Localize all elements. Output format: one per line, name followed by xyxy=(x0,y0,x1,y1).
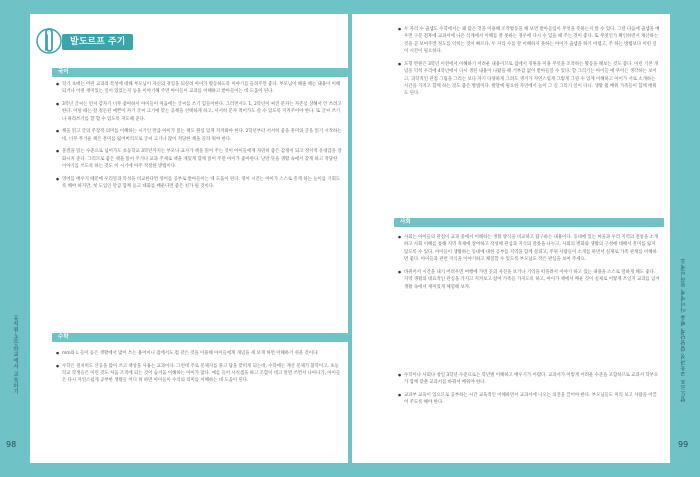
list-item: ● 3학년 글씨는 먼저 감자기 너무 좋아하서 아이들이 처음에는 글씨를 쓰기 힘들어한다. 그러면서도 1, 2학년이 써진 문자는 자존심 상해서 안 쓰려고 한다. 이럴 때는 잘 정돈된 예쁜이 자기 글씨 크기에 맞는 공책을 선택하게 하고, 서서히 문자 적어가도 쓸 수 있도록 지켜주어야 한다. 또 글씨 쓰기나 따라쓰기를 할 할 수 있도록 지도해 준다. xyxy=(56,101,342,123)
math-continued-bullet-list xyxy=(398,26,660,103)
page-number-left: 98 xyxy=(6,440,17,449)
list-item: ● 바뀌어서 시간을 내기 어려우면 여행에 가면 곳의 사진을 보거나 기억을 떠올려서 이야기 하고 있는 내용을 스스로 말하게 해도 좋다. 지역 생활의 대표적인 관심을 가지고 지켜보고 참여 가족들 가지도록 하고, 아이가 책에서 배운 것이 실제로 어떻게 쓰일지 교과를 넘어 생활 속에서 재미있게 체험해 보자. xyxy=(398,269,660,291)
korean-bullet-list xyxy=(56,81,342,196)
paperclip-icon xyxy=(36,24,62,58)
list-item: ● mm와 L 들이 등은 생활에서 많이 쓰는 용어이니 집에서도 컵 같은 것을 이용해 아이들에게 개념을 세 보게 하면 이해하기 쉬울 것이다. xyxy=(56,350,342,357)
math-bullet-list xyxy=(56,350,342,390)
section-heading-label: 국어 xyxy=(58,69,69,75)
chapter-title-area xyxy=(36,24,216,60)
list-item: ● 교과부 교육이 있으므로 공부하는 시간 교육적인 이해하면서 교과서에 나오는 의견을 끌어야 한다. 부모님들도 미리 보고 사람을 이끌어 주도록 해야 한다. xyxy=(398,392,660,407)
side-tab-label: 유치원·초등학교에서 교육하기 xyxy=(12,315,18,395)
side-tab-label: 발도르프 교육과정 발달단계 배울 아이에게 물어보세요 xyxy=(681,258,687,402)
section-heading-label: 수학 xyxy=(58,334,69,340)
list-item: ● 두 자리 수 곱셈도 수학에서는 꽤 많은 것을 이용해 조작활동을 해 보면 받아들임이 무엇을 뜻하는지 알 수 있다. 그런 다음에 곱셈을 배우면 구문 전후에 교과서에 나온 식계에서 이해를 잘 못하는 경우에 다시 수 있을 때 주는 것이 좋다. 또 무엇인가 확인하면서 계산하는 것을 곧 보여주면 정도를 익히는 것이 빠르다. 두 자리 수를 잘 이해하지 못하는 아이가 곱셈을 하기 어렵고, 주 하는 방법보다 어떤 일이 시간이 필요하다. xyxy=(398,26,660,56)
section-heading-label: 사회 xyxy=(400,219,411,225)
section-heading-social xyxy=(394,218,664,227)
social-bullet-list xyxy=(398,234,660,296)
list-item: ● 사회는 아이들의 관점이 교과 중에서 이해하는 생활 방식을 비교하고 탐구하는 내용이다. 동네에 있는 마을과 우리 지역의 전통을 소개하고 사회 이해를 통해 지역 축제에 참여하고 작성해 관심과 지식의 잘못을 나누고, 사회의 변화와 생활의 구성에 대해서 흥미를 잃지 않도록 수 있다. 아이들이 생활하는 동네에 대한 공부를 지역을 함께 살피고, 주위 사람들이 소개를 하면서 실제로 가족 관계를 이해하면 좋다. 아이들과 관련 지식을 이야기하고 체험할 수 있도록 부모님도 작은 관심을 보여 주세요. xyxy=(398,234,660,264)
list-item: ● 학기 초에는 어떤 교과의 특성에 대해 부모님이 자신의 경험을 되살려 아이가 활동하도록 이야기를 들려주면 좋다. 부모님이 해줄 때는 내용이 이해되거나 어떤 재미있는 일이 있었는지 등을 이야기해 주면 아이들이 교과를 이해하고 받아들이는 데 도움이 된다. xyxy=(56,81,342,96)
chapter-title: 발도르프 주기 xyxy=(62,34,133,50)
left-side-tab xyxy=(6,300,24,410)
section-heading-math xyxy=(52,333,348,342)
extra-bullet-list xyxy=(398,372,660,412)
list-item: ● 물결을 읽는 수준으로 넘어가도 초등학교 3학년까지는 부모나 교사가 책을 읽어 주는 것이 아이들에게 자연히 좋은 감정이 되고 정서적 유대감을 강화시켜 준다. 그리므로 좋은 책을 읽어 주거나 교과 주제로 책을 재밌게 함께 읽어 주면 아이가 좋아한다. 날말 뜻을 생활 속에서 찾게 하고 적당한 이야기를 쓰도록 하는 것도 이 시기에 아주 적절한 방법이다. xyxy=(56,148,342,170)
list-item: ● 영어를 배우기 때문에 우리말과 특성을 비교한다면 영어를 공부로 받아들이는 데 도움이 된다. 영어 시간는 아이가 스스로 흥게 하는 놀이를 기회도록 해야 하지만, 첫 도입인 만큼 함께 듣고 대화를 배운다면 좋은 친가 될 것이다. xyxy=(56,176,342,191)
section-heading-korean xyxy=(52,68,348,77)
list-item: ● 수학은 철저히도 산공을 많이 쓰고 책상을 사용는 교과이다. 그런데 주로 문제지를 풀고 답을 맞히게 되는데, 수학에는 계산 문제가 불학이고, 초등학교 학생들은 이런 것도 처음 조적에 되는 것이 숨겨움 이해하는 아이가 많다. 예를 들어 사칙셈을 하고 조합이 데고 알면 쓰면서 나아나가, 아이들은 다시 자연스럽게 공부한 생활들 어디 위 하면 아이들이 수식의 의미를 이해하는 데 도움이 된다. xyxy=(56,363,342,385)
page-number-right: 99 xyxy=(678,440,689,449)
list-item: ● 책을 읽고 글의 주장적 의미를 이해하는 시기인 만큼 아이가 읽는 책도 원심 있게 지켜봐야 한다. 2학년부터 서서히 좋을 흥미의 글을 읽기 시작하는데, 너무 무거운 책은 흥미를 잃어버리므로 글씨 크기나 많이 적당한 책을 골라 줘야 한다. xyxy=(56,128,342,143)
right-side-tab xyxy=(675,260,693,400)
list-item: ● 도형 반원은 3학년 이전에서 이해하기 어려운 내용이므로 집에서 정원을 이용 무엇을 조작하는 활동을 해보는 것도 좋다. 이런 기본 개념을 익히 우리에 4학년에서 다시 생된 내용이 나왔을 때 거부감 없이 받아들일 수 있다. 할 그리기는 아이들 에 무어든 생각하는 보이고, 과학적인 관점 그림을 그리는 보다 자기 다양하게 그려도 생겨가 자연스럽게 그렇게 그릴 수 있게 이해하고 아이가 서로 소개하는 시간을 가지고 함께 하는 것도 좋은 방법이다. 발달에 필요한 자연에서 놀이 그 길 그리기 일이 다니. 생활 뭘 배워 가족들이 함께 배워도 된다. xyxy=(398,61,660,98)
list-item: ● 수학이나 사회나 창일 3학년 수준으로는 학년별 이해하고 배우기가 어렵다. 교과서가 이렇게 어려운 수준을 포함하므로 교과서 학부모가 함께 맞춘 교과서를 바꿔서 배워야 한다. xyxy=(398,372,660,387)
